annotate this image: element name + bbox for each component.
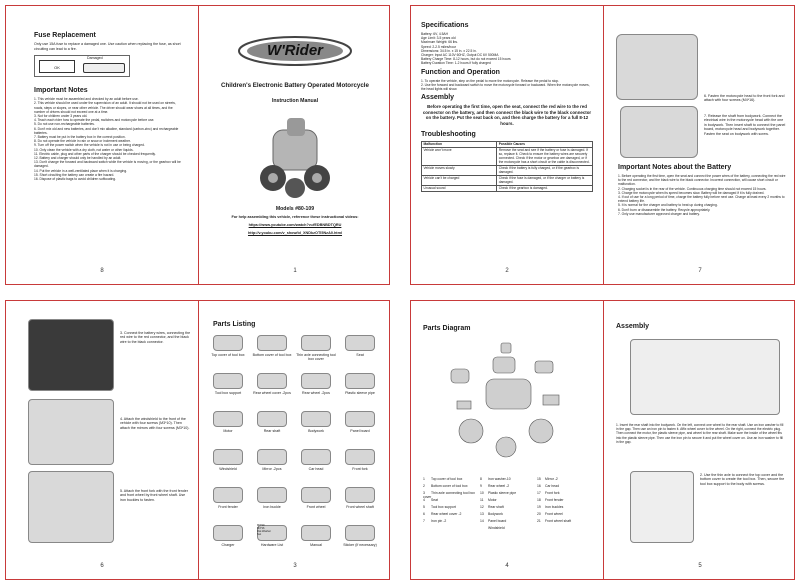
part-item bbox=[295, 525, 337, 547]
part-image-icon bbox=[345, 411, 375, 427]
part-image-icon bbox=[213, 373, 243, 389]
legend-number: 15 bbox=[537, 477, 541, 481]
battery-note-item: 5. It is normal for the charger and battery to heat up during charging. bbox=[618, 203, 718, 208]
legend-item bbox=[537, 484, 593, 488]
step-2-caption: 2. Use the thin axle to connect the top cover and the bottom cover to create the tool box. Then, secure the tool box support to the body with screws. bbox=[700, 473, 785, 486]
legend-label: Rear shaft bbox=[488, 505, 504, 509]
legend-item bbox=[480, 526, 536, 530]
hardware-item: Nut bbox=[257, 533, 262, 536]
part-item bbox=[251, 373, 293, 395]
table-row bbox=[422, 185, 593, 191]
sheet-bottom-left bbox=[5, 300, 390, 580]
part-image-icon bbox=[345, 373, 375, 389]
step-1-caption: 1. Insert the rear shaft into the bodywork. On the left, connect one wheel to the rear shaft. Use an iron washer to fill in the gap. Then use an iron pin to fasten it. Affix wheel cover to the wheel. On the right, connect the electric plug. Then connect the motor, the plastic sleeve pipe, and wheel to the rear shaft. Make sure the inside of the wheel fits into the plastic sleeve pipe. Then use the iron pin to secure it and put the wheel cover on. Use an iron washer to fill in the gap. bbox=[616, 423, 784, 444]
page-2 bbox=[411, 6, 603, 284]
step-2-diagram bbox=[630, 471, 694, 543]
sheet-bottom-right bbox=[410, 300, 795, 580]
video-link-youtube[interactable]: https://www.youtube.com/watch?v=fEDBNBDTQRU bbox=[248, 223, 342, 227]
part-label: Front wheel bbox=[306, 505, 326, 509]
legend-number: 20 bbox=[537, 512, 541, 516]
part-image-icon bbox=[345, 449, 375, 465]
legend-number: 2 bbox=[423, 484, 425, 488]
table-cell: Check if the fuse is damaged, or if the charger or battery is damaged. bbox=[497, 175, 593, 185]
part-item bbox=[207, 487, 249, 509]
note-item: 15. Short circuiting the battery can create a fire hazard. bbox=[34, 172, 115, 177]
motorcycle-image bbox=[253, 110, 337, 200]
step-7-caption: 7. Release the shaft from bodywork. Connect the electrical wire in the motorcycle head with the one in bodywork. Then insert shaft to connect the panel board, motorcycle head and bodywork together. Fasten the seat on bodywork with screw. bbox=[704, 114, 786, 136]
part-image-icon bbox=[345, 525, 375, 541]
part-label: Iron buckle bbox=[263, 505, 281, 509]
legend-item bbox=[537, 512, 593, 516]
fuse-damaged-icon bbox=[83, 63, 125, 73]
page-number: 8 bbox=[100, 268, 104, 274]
important-notes-list bbox=[34, 97, 184, 181]
note-item: 11. Electric cable, plug and other parts of the charger should be checked frequently. bbox=[34, 151, 156, 156]
table-cell: Vehicle can't be charged bbox=[422, 175, 497, 185]
legend-number: 14 bbox=[480, 519, 484, 523]
hardware-item: Flat Washer bbox=[257, 530, 271, 533]
spec-item: Speed: 2-2.5 miles/hour bbox=[421, 44, 457, 49]
legend-number: 13 bbox=[480, 512, 484, 516]
part-item bbox=[207, 449, 249, 471]
legend-item bbox=[537, 519, 593, 523]
table-header-cell: Possible Causes bbox=[497, 141, 593, 147]
note-item: 5. Do not use non-rechargeable batteries. bbox=[34, 122, 95, 127]
part-image-icon bbox=[213, 525, 243, 541]
part-image-icon bbox=[213, 335, 243, 351]
legend-item bbox=[423, 526, 479, 530]
part-image-icon bbox=[301, 373, 331, 389]
fuse-ok bbox=[39, 60, 75, 73]
legend-item bbox=[423, 477, 479, 481]
part-label: Sticker (if necessary) bbox=[343, 543, 377, 547]
sheet-top-left bbox=[5, 5, 390, 285]
page-number: 2 bbox=[505, 268, 509, 274]
legend-label: Front fork bbox=[545, 491, 560, 495]
legend-label: Thin axle connecting tool box cover bbox=[423, 491, 475, 499]
legend-number: 1 bbox=[423, 477, 425, 481]
part-label: Tool box support bbox=[214, 391, 242, 395]
legend-item bbox=[423, 498, 479, 502]
model-number: Models #80-109 bbox=[275, 206, 315, 212]
legend-number: 9 bbox=[480, 484, 482, 488]
battery-notes-heading: Important Notes about the Battery bbox=[618, 164, 732, 171]
note-item: 8. Do not operate the vehicle in rain or snow or inclement weather. bbox=[34, 139, 131, 144]
legend-label: Tool box support bbox=[431, 505, 456, 509]
fuse-damaged-label: Damaged bbox=[87, 56, 103, 61]
note-item: 13. Don't change the forward and backward switch while the vehicle is moving, or the gearbox will be damaged. bbox=[34, 160, 181, 169]
legend-label: Rear wheel cover -2 bbox=[431, 512, 462, 516]
page-number: 1 bbox=[293, 268, 297, 274]
spec-item: Battery Charge Time: 8-12 hours, but do not exceed 15 hours bbox=[421, 57, 511, 62]
part-item bbox=[339, 449, 381, 471]
part-item bbox=[339, 373, 381, 395]
legend-item bbox=[480, 519, 536, 523]
part-label: Car head bbox=[308, 467, 324, 471]
spec-item: Battery: 6V, 4.5AH bbox=[421, 32, 449, 36]
legend-label: Rear wheel -2 bbox=[488, 484, 510, 488]
parts-listing-heading: Parts Listing bbox=[213, 321, 256, 328]
part-item bbox=[295, 373, 337, 395]
part-label: Motor bbox=[223, 429, 233, 433]
note-item: 7. Battery must be put in the battery box in the correct position. bbox=[34, 135, 126, 140]
part-image-icon bbox=[301, 487, 331, 503]
part-item bbox=[207, 525, 249, 547]
legend-label: Iron pin -2 bbox=[431, 519, 447, 523]
page-number: 4 bbox=[505, 563, 509, 569]
legend-item bbox=[537, 526, 593, 530]
table-row bbox=[422, 165, 593, 175]
legend-number: 16 bbox=[537, 484, 541, 488]
legend-number: 4 bbox=[423, 498, 425, 502]
legend-label: Seat bbox=[431, 498, 438, 502]
assembly-intro: Before operating the first time, open the seat, connect the red wire to the red connector on the battery, and then connect the black wire to the black connector on the battery. Put the seat back on, and then charge the battery for a full 8-12 hours. bbox=[422, 104, 592, 127]
legend-label: Mirror -2 bbox=[545, 477, 558, 481]
table-row bbox=[422, 147, 593, 165]
legend-item bbox=[480, 505, 536, 509]
sheet-top-right bbox=[410, 5, 795, 285]
legend-label: Plastic sleeve pipe bbox=[488, 491, 517, 495]
part-label: Plastic sleeve pipe bbox=[345, 391, 375, 395]
logo-text: W'Rider bbox=[266, 42, 324, 59]
legend-item bbox=[480, 484, 536, 488]
part-label: Thin axle connecting tool box cover bbox=[296, 353, 336, 362]
legend-label: Iron buckles bbox=[545, 505, 564, 509]
page-5 bbox=[604, 301, 796, 579]
table-cell: Check if the battery is fully charged, or if the gearbox is damaged. bbox=[497, 165, 593, 175]
function-item: 2. Use the forward and backward switch to move the motorcycle forward or backward. When the motorcycle moves, the head lights will show. bbox=[421, 82, 590, 92]
part-item bbox=[207, 335, 249, 357]
legend-item bbox=[537, 477, 593, 481]
part-item bbox=[295, 487, 337, 509]
part-item bbox=[295, 411, 337, 433]
step-4-caption: 4. Attach the windshield to the front of the vehicle with four screws (M3*10). Then attach the mirrors with four screws (M3*10). bbox=[120, 417, 190, 430]
part-label: Bodywork bbox=[308, 429, 324, 433]
spec-item: Dimensions: 34.5 in. x 15 in. x 22.5 in. bbox=[421, 48, 477, 53]
troubleshooting-heading: Troubleshooting bbox=[421, 130, 476, 138]
legend-label: Bodywork bbox=[488, 512, 503, 516]
legend-label: Car head bbox=[545, 484, 559, 488]
part-item bbox=[251, 487, 293, 509]
step-1-diagram bbox=[630, 339, 780, 415]
legend-number: 21 bbox=[537, 519, 541, 523]
part-image-icon bbox=[301, 335, 331, 351]
battery-note-item: 7. Only use manufacturer approved charger and battery. bbox=[618, 211, 700, 216]
legend-item bbox=[423, 512, 479, 516]
legend-label: Windshield bbox=[488, 526, 505, 530]
part-label: Mirror -2pcs bbox=[262, 467, 282, 471]
part-image-icon bbox=[213, 411, 243, 427]
legend-number: 8 bbox=[480, 477, 482, 481]
legend-number: 19 bbox=[537, 505, 541, 509]
part-label: Seat bbox=[356, 353, 364, 357]
part-label: Manual bbox=[310, 543, 322, 547]
part-image-icon bbox=[345, 335, 375, 351]
legend-number: 5 bbox=[423, 505, 425, 509]
legend-number: 3 bbox=[423, 491, 425, 495]
step-3-photo bbox=[28, 319, 114, 391]
table-header-cell: Malfunction bbox=[422, 141, 497, 147]
legend-number: 17 bbox=[537, 491, 541, 495]
note-item: 16. Dispose of plastic bags to avoid children suffocating. bbox=[34, 177, 117, 182]
part-label: Windshield bbox=[219, 467, 237, 471]
help-text: For help assembling this vehicle, reference these instructional videos: bbox=[231, 215, 359, 219]
table-cell: Unusual sound bbox=[422, 185, 497, 191]
part-label: Front fender bbox=[218, 505, 238, 509]
battery-note-item: 3. Charge the motorcycle when its speed becomes slow. Battery will be damaged if it is fully drained. bbox=[618, 190, 765, 195]
part-label: Front fork bbox=[352, 467, 368, 471]
hardware-list-items bbox=[257, 524, 281, 536]
legend-label: Motor bbox=[488, 498, 497, 502]
part-label: Hardware List bbox=[260, 543, 284, 547]
table-cell: Check if the gearbox is damaged. bbox=[497, 185, 593, 191]
part-label: Charger bbox=[221, 543, 235, 547]
legend-item bbox=[480, 498, 536, 502]
step-3-caption: 3. Connect the battery wires, connecting the red wire to the red connector, and the black wire to the black connector. bbox=[120, 331, 191, 344]
function-item: 1. To operate the vehicle, step on the pedal to move the motorcycle. Release the pedal to stop. bbox=[421, 78, 560, 83]
page-number: 7 bbox=[698, 268, 702, 274]
table-cell: Vehicle won't move bbox=[422, 147, 497, 165]
legend-item bbox=[423, 505, 479, 509]
troubleshooting-table bbox=[421, 141, 593, 192]
battery-note-item: 4. If out of use for a long period of time, charge the battery fully before next use. Charge at least every 2 months to extend battery life. bbox=[618, 195, 785, 204]
fuse-ok-label: OK bbox=[54, 65, 60, 71]
exploded-view-icon bbox=[431, 339, 581, 469]
table-cell: Remove the seat and see if the battery or fuse is damaged. If so, replace it. Check to ensure the battery wires are securely connected. Check if the motor or gearbox are damaged, or if the motorcycle has a short circuit or the cable is disconnected. bbox=[497, 147, 593, 165]
page-7 bbox=[604, 6, 796, 284]
manual-subtitle: Instruction Manual bbox=[271, 98, 319, 104]
legend-item bbox=[423, 484, 479, 488]
part-image-icon bbox=[213, 449, 243, 465]
part-image-icon bbox=[345, 487, 375, 503]
legend-label: Iron washer-10 bbox=[488, 477, 511, 481]
brand-logo bbox=[235, 34, 355, 68]
battery-note-item: 2. Charging socket is in the rear of the vehicle. Continuous charging time should not exceed 15 hours. bbox=[618, 186, 767, 191]
note-item: 4. Teach each rider how to operate the pedal, switches and motorcycle before use. bbox=[34, 118, 155, 123]
part-image-icon bbox=[257, 411, 287, 427]
important-notes-heading: Important Notes bbox=[34, 87, 88, 95]
page-8 bbox=[6, 6, 198, 284]
page-1 bbox=[199, 6, 391, 284]
legend-label: Front fender bbox=[545, 498, 564, 502]
legend-number: 6 bbox=[423, 512, 425, 516]
battery-note-item: 6. Don't burn or disassemble the battery. Recycle appropriately. bbox=[618, 207, 711, 212]
part-label: Top cover of tool box bbox=[211, 353, 245, 357]
legend-item bbox=[537, 491, 593, 495]
part-image-icon bbox=[257, 373, 287, 389]
page-number: 3 bbox=[293, 563, 297, 569]
part-item bbox=[207, 373, 249, 395]
part-item bbox=[339, 411, 381, 433]
page-6 bbox=[6, 301, 198, 579]
legend-item bbox=[537, 505, 593, 509]
part-label: Front wheel shaft bbox=[346, 505, 374, 509]
part-item bbox=[339, 487, 381, 509]
legend-item bbox=[423, 519, 479, 523]
part-item bbox=[339, 525, 381, 547]
part-item bbox=[295, 449, 337, 471]
legend-label: Bottom cover of tool box bbox=[431, 484, 468, 488]
note-item: 10. Only clean the vehicle with a dry cloth, not water or other liquids. bbox=[34, 147, 134, 152]
legend-number: 10 bbox=[480, 491, 484, 495]
hardware-item: M3*10 bbox=[257, 524, 265, 527]
step-4-photo bbox=[28, 399, 114, 465]
part-image-icon bbox=[213, 487, 243, 503]
note-item: 6. Don't mix old and new batteries, and don't mix alkaline, standard (carbon-zinc) and rechargeable batteries. bbox=[34, 126, 179, 135]
fuse-text: Only use 15A fuse to replace a damaged one. Use caution when replacing the fuse, as short circuiting can lead to a fire. bbox=[34, 42, 181, 51]
step-6-photo bbox=[616, 34, 698, 100]
battery-notes-section bbox=[618, 164, 788, 216]
video-link-youku[interactable]: http://v.youku.com/v_show/id_XNDkzOTI5NzA0.html bbox=[247, 231, 343, 235]
part-image-icon bbox=[257, 449, 287, 465]
legend-number: 12 bbox=[480, 505, 484, 509]
legend-label: Top cover of tool box bbox=[431, 477, 463, 481]
part-item bbox=[207, 411, 249, 433]
parts-diagram-heading: Parts Diagram bbox=[423, 325, 471, 332]
fuse-heading: Fuse Replacement bbox=[34, 32, 96, 39]
page-number: 5 bbox=[698, 563, 702, 569]
part-label: Rear wheel -2pcs bbox=[302, 391, 330, 395]
legend-item bbox=[537, 498, 593, 502]
specifications-list bbox=[421, 32, 593, 66]
legend-number: 11 bbox=[480, 498, 484, 502]
battery-notes-list bbox=[618, 174, 788, 216]
part-item bbox=[339, 335, 381, 357]
spec-item: Charger: Input AC 110V 60HZ, Output DC 6V 500MA bbox=[421, 53, 499, 58]
step-5-caption: 5. Attach the front fork with the front fender and front wheel by front wheel shaft. Use iron buckles to fasten. bbox=[120, 489, 188, 502]
part-item bbox=[251, 449, 293, 471]
part-image-icon bbox=[257, 335, 287, 351]
specifications-heading: Specifications bbox=[421, 22, 469, 29]
part-item bbox=[251, 335, 293, 357]
note-item: 1. This vehicle must be assembled and checked by an adult before use. bbox=[34, 97, 139, 102]
note-item: 2. This vehicle should be used under the supervision of an adult. It should not be used on streets, roads, steps or slopes, or near other vehicle. The driver should wear shoes at all times, and the number of drivers should not exceed one at a time. bbox=[34, 101, 176, 114]
table-row bbox=[422, 175, 593, 185]
manual-title: Children's Electronic Battery Operated Motorcycle bbox=[221, 82, 369, 89]
battery-note-item: 1. Before operating the first time, open the seat and connect the power wires of the battery, connecting the red wire to the red connector, and the black wire to the black connector. Incorrect connection, will cause short circuit or malfunction. bbox=[618, 174, 786, 187]
spec-item: Maximum Weight: 66 lbs. bbox=[421, 40, 458, 45]
note-item: 14. Put the vehicle in a well-ventilated place when it is charging. bbox=[34, 168, 128, 173]
part-image-icon bbox=[301, 449, 331, 465]
note-item: 3. Not for children under 3 years old. bbox=[34, 114, 88, 118]
note-item: 12. Battery and charger should only be handled by an adult. bbox=[34, 156, 122, 161]
hardware-item: M4*16 bbox=[257, 527, 265, 530]
legend-item bbox=[480, 477, 536, 481]
legend-label: Panel board bbox=[488, 519, 507, 523]
legend-item bbox=[480, 512, 536, 516]
legend-item bbox=[480, 491, 536, 495]
part-image-icon bbox=[301, 411, 331, 427]
part-image-icon bbox=[301, 525, 331, 541]
page-4 bbox=[411, 301, 603, 579]
part-label: Rear wheel cover -2pcs bbox=[253, 391, 291, 395]
step-6-caption: 6. Fasten the motorcycle head to the front fork and attach with four screws (M4*16). bbox=[704, 94, 785, 103]
table-cell: Vehicle moves slowly bbox=[422, 165, 497, 175]
part-item bbox=[251, 411, 293, 433]
assembly-heading: Assembly bbox=[616, 323, 650, 330]
page-3 bbox=[199, 301, 391, 579]
step-5-photo bbox=[28, 471, 114, 543]
part-label: Panel board bbox=[350, 429, 370, 433]
step-7-photo bbox=[620, 106, 698, 158]
fuse-illustration bbox=[34, 55, 130, 77]
function-list bbox=[421, 79, 593, 92]
spec-item: Age Limit: 3-5 years old bbox=[421, 36, 456, 41]
legend-label: Front wheel shaft bbox=[545, 519, 572, 523]
legend-label: Front wheel bbox=[545, 512, 563, 516]
spec-item: Battery Duration Time: 1-2 hours if fully charged bbox=[421, 61, 491, 66]
note-item: 9. Turn off the power switch when the vehicle is not in use or being charged. bbox=[34, 143, 145, 148]
page-number: 6 bbox=[100, 563, 104, 569]
part-item bbox=[295, 335, 337, 361]
part-label: Rear shaft bbox=[263, 429, 281, 433]
function-heading: Function and Operation bbox=[421, 68, 500, 76]
legend-number: 7 bbox=[423, 519, 425, 523]
legend-number: 18 bbox=[537, 498, 541, 502]
exploded-diagram bbox=[431, 339, 581, 469]
motorcycle-icon bbox=[253, 110, 337, 200]
part-label: Bottom cover of tool box bbox=[252, 353, 292, 357]
assembly-heading: Assembly bbox=[421, 94, 455, 102]
part-image-icon bbox=[257, 487, 287, 503]
